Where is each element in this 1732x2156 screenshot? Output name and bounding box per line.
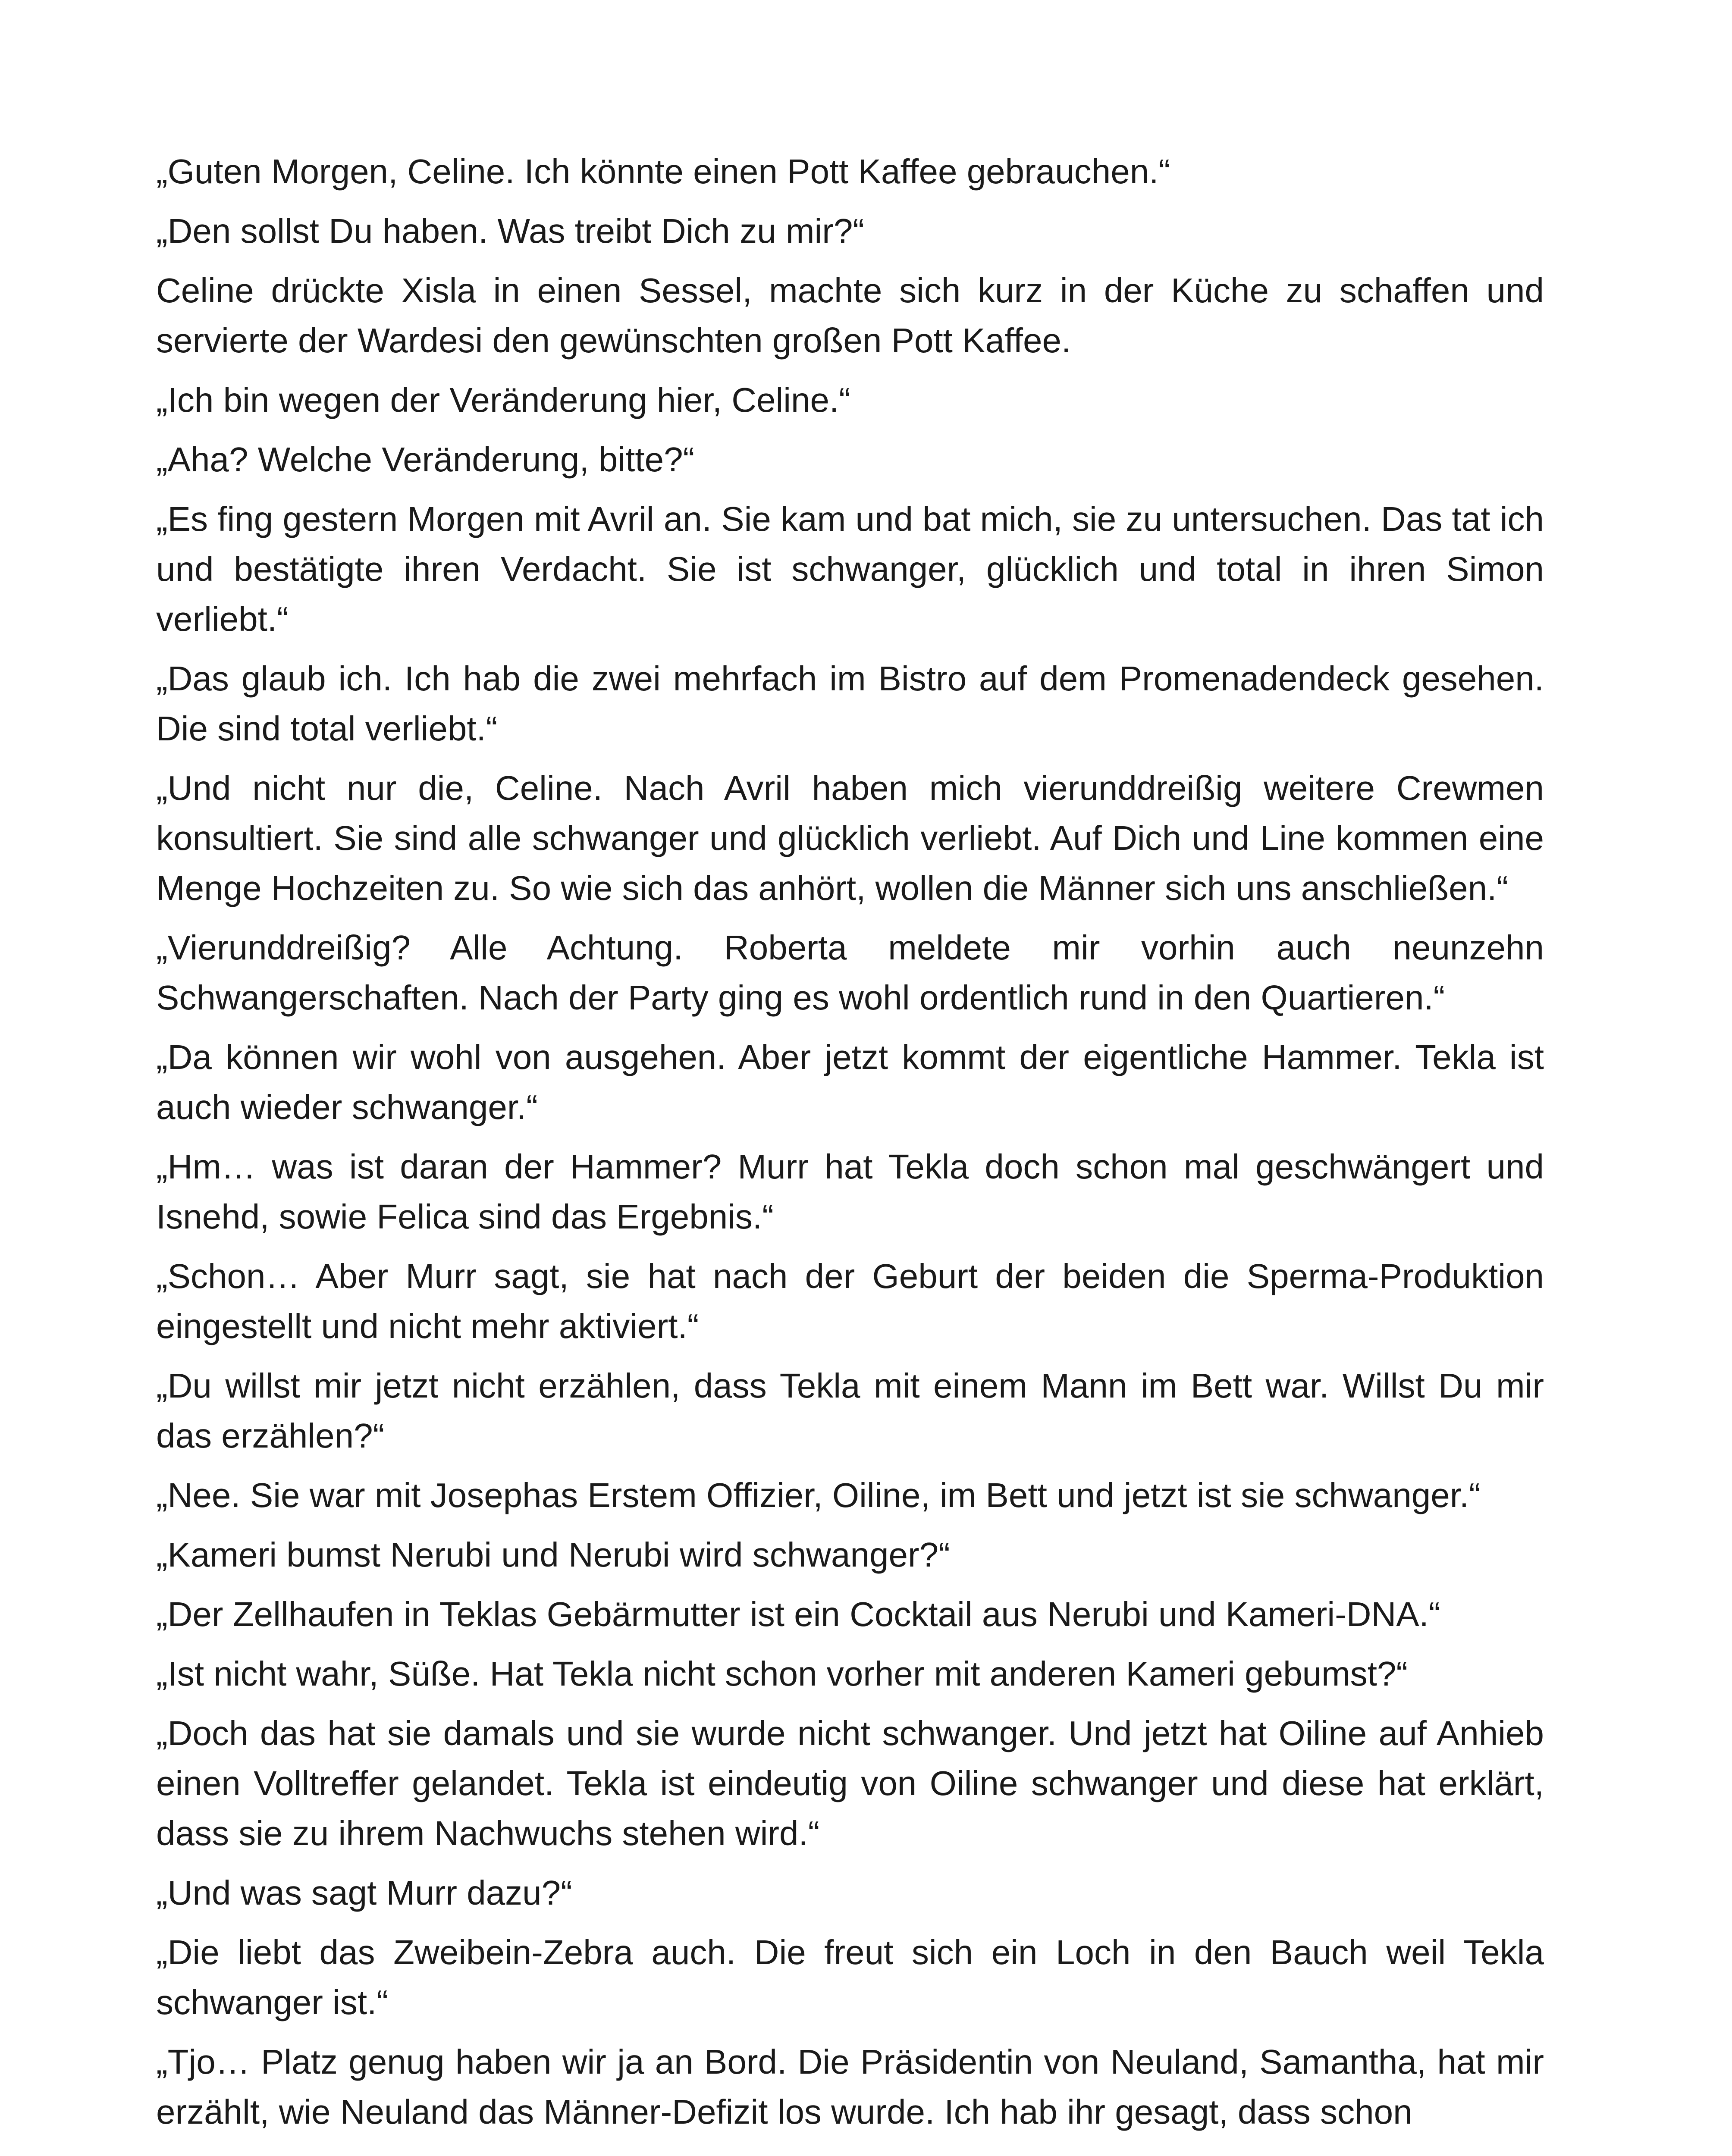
paragraph-16: „Der Zellhaufen in Teklas Gebärmutter ist ein Cocktail aus Nerubi und Kameri-DNA.“ bbox=[156, 1595, 1440, 1633]
paragraph-19: „Und was sagt Murr dazu?“ bbox=[156, 1874, 572, 1912]
paragraph-6: „Es fing gestern Morgen mit Avril an. Sie kam und bat mich, sie zu untersuchen. Das tat ich und bestätigte ihren Verdacht. Sie ist schwanger, glücklich und total in ihren Simon verliebt.“ bbox=[156, 500, 1544, 638]
paragraph-8: „Und nicht nur die, Celine. Nach Avril haben mich vierunddreißig weitere Crewmen konsultiert. Sie sind alle schwanger und glücklich verliebt. Auf Dich und Line kommen eine Menge Hochzeiten zu. So wie sich das anhört, wollen die Männer sich uns anschließen.“ bbox=[156, 769, 1544, 907]
page-body bbox=[156, 147, 1544, 2147]
paragraph-3: Celine drückte Xisla in einen Sessel, machte sich kurz in der Küche zu schaffen und servierte der Wardesi den gewünschten großen Pott Kaffee. bbox=[156, 271, 1544, 360]
paragraph-14: „Nee. Sie war mit Josephas Erstem Offizier, Oiline, im Bett und jetzt ist sie schwanger.“ bbox=[156, 1476, 1481, 1514]
paragraph-12: „Schon… Aber Murr sagt, sie hat nach der Geburt der beiden die Sperma-Produktion eingestellt und nicht mehr aktiviert.“ bbox=[156, 1257, 1544, 1345]
paragraph-18: „Doch das hat sie damals und sie wurde nicht schwanger. Und jetzt hat Oiline auf Anhieb einen Volltreffer gelandet. Tekla ist eindeutig von Oiline schwanger und diese hat erklärt, dass sie zu ihrem Nachwuchs stehen wird.“ bbox=[156, 1714, 1544, 1852]
paragraph-7: „Das glaub ich. Ich hab die zwei mehrfach im Bistro auf dem Promenadendeck gesehen. Die sind total verliebt.“ bbox=[156, 659, 1544, 748]
paragraph-9: „Vierunddreißig? Alle Achtung. Roberta meldete mir vorhin auch neunzehn Schwangerschaften. Nach der Party ging es wohl ordentlich rund in den Quartieren.“ bbox=[156, 928, 1544, 1017]
paragraph-4: „Ich bin wegen der Veränderung hier, Celine.“ bbox=[156, 381, 850, 419]
paragraph-20: „Die liebt das Zweibein-Zebra auch. Die freut sich ein Loch in den Bauch weil Tekla schwanger ist.“ bbox=[156, 1933, 1544, 2021]
paragraph-21: „Tjo… Platz genug haben wir ja an Bord. Die Präsidentin von Neuland, Samantha, hat mir erzählt, wie Neuland das Männer-Defizit los wurde. Ich hab ihr gesagt, dass schon bbox=[156, 2043, 1544, 2131]
paragraph-10: „Da können wir wohl von ausgehen. Aber jetzt kommt der eigentliche Hammer. Tekla ist auch wieder schwanger.“ bbox=[156, 1038, 1544, 1126]
paragraph-2: „Den sollst Du haben. Was treibt Dich zu mir?“ bbox=[156, 212, 865, 250]
paragraph-17: „Ist nicht wahr, Süße. Hat Tekla nicht schon vorher mit anderen Kameri gebumst?“ bbox=[156, 1655, 1408, 1693]
paragraph-13: „Du willst mir jetzt nicht erzählen, dass Tekla mit einem Mann im Bett war. Willst Du mir das erzählen?“ bbox=[156, 1366, 1544, 1455]
paragraph-11: „Hm… was ist daran der Hammer? Murr hat Tekla doch schon mal geschwängert und Isnehd, sowie Felica sind das Ergebnis.“ bbox=[156, 1147, 1544, 1236]
paragraph-15: „Kameri bumst Nerubi und Nerubi wird schwanger?“ bbox=[156, 1536, 950, 1574]
paragraph-5: „Aha? Welche Veränderung, bitte?“ bbox=[156, 440, 695, 479]
paragraph-1: „Guten Morgen, Celine. Ich könnte einen Pott Kaffee gebrauchen.“ bbox=[156, 152, 1170, 191]
